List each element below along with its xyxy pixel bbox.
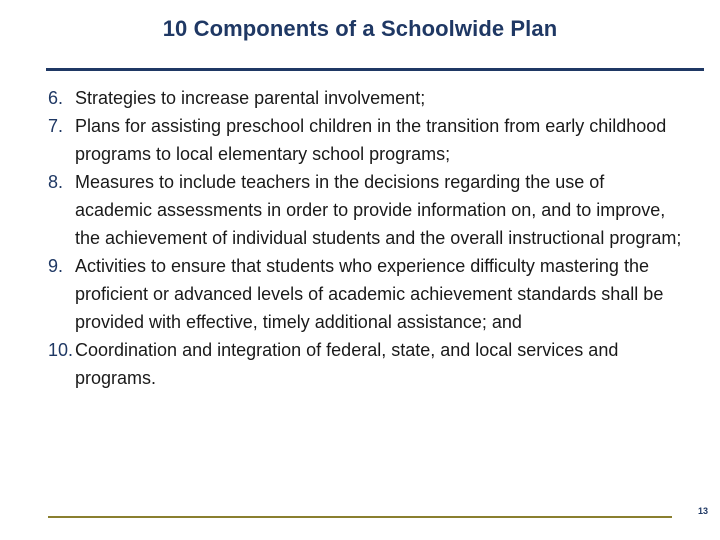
title-divider xyxy=(46,68,704,71)
list-item xyxy=(48,252,688,336)
list-item-number: 10. xyxy=(48,340,74,360)
list-item xyxy=(48,84,688,112)
list-item-number: 6. xyxy=(48,88,64,108)
list-item-number: 8. xyxy=(48,172,64,192)
numbered-list xyxy=(48,84,688,392)
list-item-text: Strategies to increase parental involvement; xyxy=(75,88,426,108)
list-item-text: Coordination and integration of federal, state, and local services and programs. xyxy=(75,340,619,388)
list-item-text: Activities to ensure that students who experience difficulty mastering the proficient or advanced levels of academic achievement standards shall be provided with effective, timely additional assistance; and xyxy=(75,256,664,332)
list-item-number: 9. xyxy=(48,256,64,276)
slide-title: 10 Components of a Schoolwide Plan xyxy=(162,16,558,41)
list-item-number: 7. xyxy=(48,116,64,136)
page-number: 13 xyxy=(697,506,708,516)
list-item-text: Plans for assisting preschool children in the transition from early childhood programs to local elementary school programs; xyxy=(75,116,667,164)
list-item xyxy=(48,336,688,392)
list-item xyxy=(48,112,688,168)
footer-divider xyxy=(48,516,672,518)
list-item-text: Measures to include teachers in the decisions regarding the use of academic assessments in order to provide information on, and to improve, the achievement of individual students and the overall instructional program; xyxy=(75,172,682,248)
list-item xyxy=(48,168,688,252)
